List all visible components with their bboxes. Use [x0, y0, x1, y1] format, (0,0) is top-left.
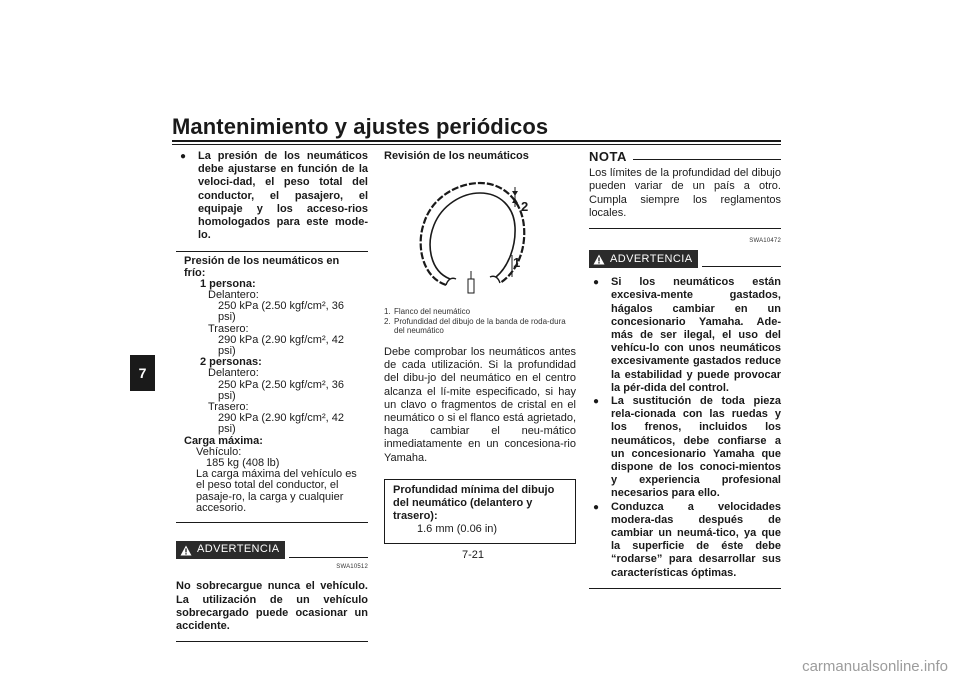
spec-two-persons: 2 personas:: [200, 356, 262, 369]
tire-valve: [468, 279, 474, 293]
watermark: carmanualsonline.info: [802, 658, 948, 675]
warning-bullet: [589, 395, 781, 501]
page-title: Mantenimiento y ajustes periódicos: [172, 114, 549, 139]
warning-triangle-icon: [593, 254, 605, 265]
title-rule-thin: [172, 144, 781, 145]
warning-bullets: [589, 276, 781, 588]
spec-title: Presión de los neumáticos en frío:: [184, 255, 340, 279]
spec-one-person: 1 persona:: [200, 277, 256, 290]
tire-inner-profile: [430, 193, 515, 279]
pressure-spec-box: [176, 252, 368, 522]
legend-item: [384, 317, 576, 336]
warning-bottom-rule-2: [589, 588, 781, 589]
legend-text: Profundidad del dibujo de la banda de roda-dura del neumático: [394, 316, 566, 336]
warning-header-rule-2: [702, 266, 781, 267]
legend-item: [384, 307, 576, 317]
tire-tread-figure: [384, 167, 576, 299]
warning-triangle-icon: [180, 545, 192, 556]
warning-code: SWA10512: [336, 564, 368, 571]
pressure-note-text: La presión de los neumáticos debe ajustarse en función de la veloci-dad, el peso total del conductor, el pasajero, el equipaje y los acceso-rios homologados para este mode-lo.: [198, 150, 368, 242]
warning-bullet: [589, 501, 781, 580]
chapter-tab: 7: [130, 355, 155, 391]
figure-label-1: 1: [513, 255, 521, 271]
depth-spec-value: 1.6 mm (0.06 in): [417, 523, 498, 536]
warning-code-2: SWA10472: [749, 238, 781, 245]
warning-header: [176, 541, 368, 559]
spec-vehicle-value: 185 kg (408 lb): [206, 457, 280, 470]
spec-box-bottom-rule: [176, 522, 368, 523]
tire-bead-right: [490, 276, 500, 283]
nota-rule: [633, 159, 781, 160]
warning-badge-label: ADVERTENCIA: [197, 543, 280, 556]
warning-header-2: [589, 250, 781, 268]
legend-text: Flanco del neumático: [394, 307, 471, 317]
warning-badge-label-2: ADVERTENCIA: [610, 252, 693, 265]
warning-header-rule: [289, 557, 368, 558]
spec-rear-value-2: 290 kPa (2.90 kgf/cm², 42 psi): [218, 412, 344, 436]
title-rule: [172, 140, 781, 142]
spec-front-label: Delantero:: [208, 289, 259, 302]
column-right: [589, 150, 781, 589]
nota-header: [589, 150, 781, 163]
tire-bead-left: [446, 278, 456, 285]
figure-legend: [384, 307, 576, 336]
spec-front-label-2: Delantero:: [208, 367, 259, 380]
warning-bottom-rule: [176, 641, 368, 642]
bullet-dot-icon: ●: [593, 396, 600, 408]
warning-bullet-text: Si los neumáticos están excesiva-mente gastados, hágalos cambiar en un concesionario Yamaha. Ade-más de ser ilegal, el uso del vehícu-lo con unos neumáticos excesivamente gastados reduce la estabilidad y puede provocar la pér-dida del control.: [611, 276, 781, 394]
spec-load-note: La carga máxima del vehículo es el peso total del conductor, el pasaje-ro, la carga y cualquier accesorio.: [196, 468, 357, 514]
tire-outer-profile: [421, 183, 525, 285]
column-middle: [384, 150, 576, 544]
nota-text: Los límites de la profundidad del dibujo pueden variar de un país a otro. Cumpla siempre los reglamentos locales.: [589, 167, 781, 219]
legend-number: 1.: [384, 307, 391, 317]
tire-check-body: Debe comprobar los neumáticos antes de cada utilización. Si la profundidad del dibu-jo del neumático en el centro alcanza el lí-mite especificado, si hay un clavo o fragmentos de cristal en el neumático o si el flanco está agrietado, haga cambiar el neu-mático inmediatamente en un concesiona-rio Yamaha.: [384, 345, 576, 464]
pressure-note-bullet: [176, 150, 368, 242]
tread-depth-spec-box: [384, 479, 576, 544]
spec-front-value-2: 250 kPa (2.50 kgf/cm², 36 psi): [218, 378, 344, 402]
nota-bottom-rule: [589, 228, 781, 229]
column-left: [176, 150, 368, 642]
spec-front-value: 250 kPa (2.50 kgf/cm², 36 psi): [218, 300, 344, 324]
warning-bullet-text: La sustitución de toda pieza rela-cionada con las ruedas y los frenos, incluidos los neumáticos, debe confiarse a un concesionario Yamaha que dispone de los conoci-mientos y experiencia profesional necesarios para ello.: [611, 395, 781, 500]
spec-vehicle-label: Vehículo:: [196, 445, 242, 458]
depth-arrow-head-top: [512, 191, 518, 196]
warning-bullet: [589, 276, 781, 395]
warning-text: No sobrecargue nunca el vehículo. La utilización de un vehículo sobrecargado puede ocasionar un accidente.: [176, 580, 368, 632]
depth-spec-title: Profundidad mínima del dibujo del neumático (delantero y trasero):: [393, 483, 555, 523]
warning-badge-2: [589, 250, 698, 268]
page-number: 7-21: [462, 549, 485, 561]
tire-check-heading: Revisión de los neumáticos: [384, 150, 529, 162]
spec-rear-label: Trasero:: [208, 322, 249, 335]
bullet-dot-icon: ●: [180, 151, 187, 162]
spec-rear-value: 290 kPa (2.90 kgf/cm², 42 psi): [218, 333, 344, 358]
warning-bullet-text: Conduzca a velocidades modera-das después de cambiar un neumá-tico, ya que la superficie de éste debe “rodarse” para desarrollar sus características óptimas.: [611, 500, 781, 579]
bullet-dot-icon: ●: [593, 277, 600, 289]
bullet-dot-icon: ●: [593, 501, 600, 513]
spec-rear-label-2: Trasero:: [208, 401, 249, 414]
legend-number: 2.: [384, 316, 391, 326]
spec-max-load: Carga máxima:: [184, 434, 263, 447]
nota-label: NOTA: [589, 149, 627, 164]
figure-label-2: 2: [521, 199, 529, 215]
warning-badge: [176, 541, 285, 559]
